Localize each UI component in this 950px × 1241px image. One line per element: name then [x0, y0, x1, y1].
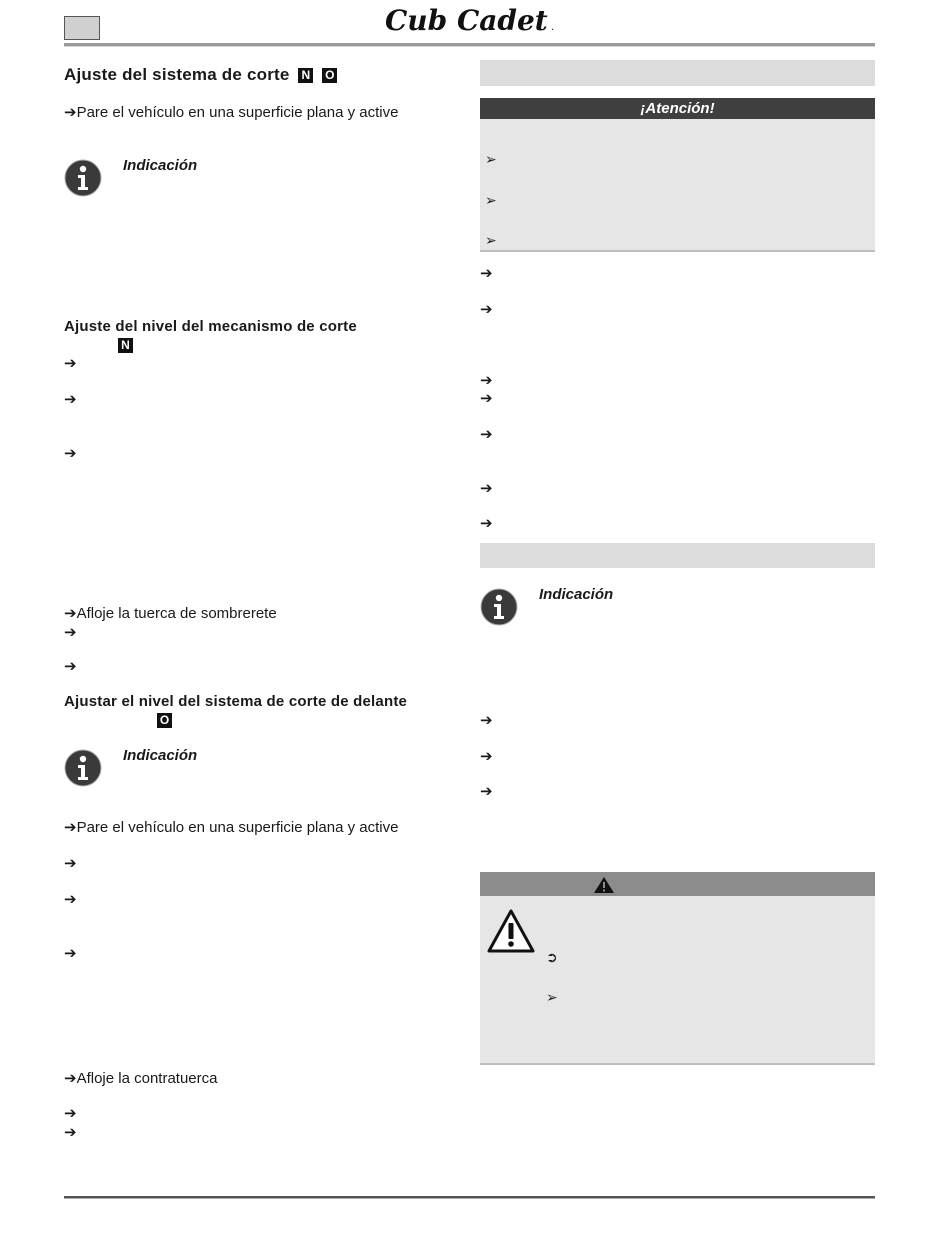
step-arrow-icon: ➔ [480, 782, 493, 800]
step-arrow-icon: ➔ [64, 1123, 77, 1141]
footer-rule [64, 1196, 875, 1199]
badge-n: N [298, 68, 313, 83]
step-arrow-icon: ➔ [480, 300, 493, 318]
step-arrow-icon: ➔ [64, 444, 77, 462]
step-arrow-icon: ➔ [480, 747, 493, 765]
section-heading-bar [480, 60, 875, 86]
warning-body [480, 896, 875, 1065]
sub-arrow-icon: ➲ [546, 949, 558, 965]
step-arrow-icon: ➔ [480, 711, 493, 729]
step-arrow-icon: ➔ [64, 623, 77, 641]
section-title-front-level [64, 693, 407, 710]
step-arrow-icon: ➔ [64, 1069, 77, 1087]
brand-mark: . [551, 22, 555, 33]
step-park-vehicle [64, 103, 398, 121]
badge-n: N [118, 338, 133, 353]
step-loosen-cap-nut [64, 604, 277, 622]
step-arrow-icon: ➔ [64, 657, 77, 675]
cub-cadet-logo [383, 2, 559, 38]
bullet-icon: ➢ [546, 989, 558, 1005]
section-title-cutting-system [64, 65, 337, 85]
step-loosen-locknut [64, 1069, 218, 1087]
attention-body [480, 119, 875, 252]
step-text: Pare el vehículo en una superficie plana y active [76, 104, 399, 121]
step-arrow-icon: ➔ [64, 103, 77, 121]
step-arrow-icon: ➔ [64, 604, 77, 622]
step-arrow-icon: ➔ [64, 818, 77, 836]
step-arrow-icon: ➔ [480, 371, 493, 389]
info-icon [480, 588, 518, 626]
section-title-cutting-level [64, 318, 357, 335]
section-title-text: Ajuste del sistema de corte [64, 65, 290, 84]
step-arrow-icon: ➔ [64, 890, 77, 908]
badge-row [114, 337, 133, 355]
step-text: Afloje la tuerca de sombrerete [76, 605, 277, 622]
step-text: Pare el vehículo en una superficie plana y active [76, 819, 399, 836]
section-heading-bar [480, 543, 875, 568]
warning-triangle-icon [486, 908, 536, 954]
section-title-text: Ajuste del nivel del mecanismo de corte [64, 318, 357, 335]
step-arrow-icon: ➔ [64, 390, 77, 408]
step-arrow-icon: ➔ [64, 354, 77, 372]
note-title: Indicación [123, 157, 198, 174]
note-title: Indicación [539, 586, 614, 603]
bullet-icon: ➢ [485, 151, 497, 167]
bullet-icon: ➢ [485, 192, 497, 208]
info-icon [64, 749, 102, 787]
step-arrow-icon: ➔ [480, 425, 493, 443]
bullet-icon: ➢ [485, 232, 497, 248]
brand-text: Cub Cadet [385, 4, 548, 37]
step-arrow-icon: ➔ [480, 389, 493, 407]
badge-o: O [157, 713, 172, 728]
attention-header [480, 98, 875, 119]
step-arrow-icon: ➔ [64, 944, 77, 962]
info-icon [64, 159, 102, 197]
step-arrow-icon: ➔ [480, 264, 493, 282]
step-arrow-icon: ➔ [64, 1104, 77, 1122]
badge-row [153, 712, 172, 730]
warning-triangle-icon [593, 876, 615, 894]
header-rule [64, 43, 875, 47]
warning-header [480, 872, 875, 896]
step-arrow-icon: ➔ [64, 854, 77, 872]
step-text: Afloje la contratuerca [76, 1070, 218, 1087]
page-number-tab [64, 16, 100, 40]
section-title-text: Ajustar el nivel del sistema de corte de delante [64, 693, 408, 710]
step-arrow-icon: ➔ [480, 479, 493, 497]
badge-o: O [322, 68, 337, 83]
step-arrow-icon: ➔ [480, 514, 493, 532]
attention-title: ¡Atención! [640, 100, 715, 117]
step-park-vehicle [64, 818, 398, 836]
note-title: Indicación [123, 747, 198, 764]
